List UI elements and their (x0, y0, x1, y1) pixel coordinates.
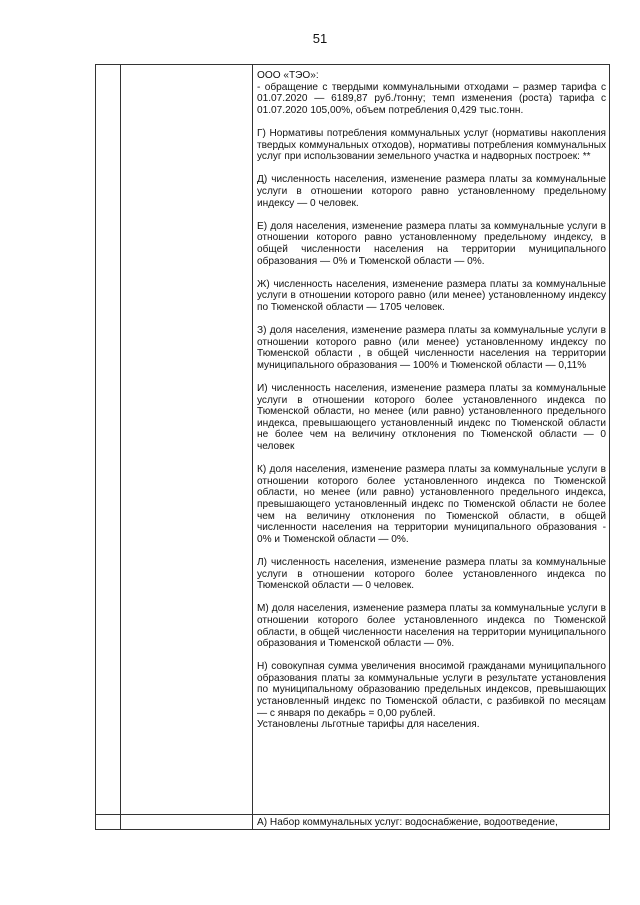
tko-tariff-paragraph: - обращение с твердыми коммунальными отходами – размер тарифа с 01.07.2020 — 6189,87 руб./тонну; темп изменения (роста) тарифа с 01.07.2020 105,00%, объем потребления 0,429 тыс.тонн. (257, 81, 606, 116)
benefit-tariffs-note: Установлены льготные тарифы для населения. (257, 719, 480, 731)
page-number: 51 (312, 31, 328, 46)
paragraph-l: Л) численность населения, изменение размера платы за коммунальные услуги в отношении которого более установленного индекса по Тюменской области — 0 человек. (257, 556, 606, 592)
table-row-divider (95, 814, 610, 815)
table-column-divider-2 (252, 64, 253, 830)
table-right-border (609, 64, 610, 830)
paragraph-e: Е) доля населения, изменение размера платы за коммунальные услуги в отношении которого равно установленному предельному индексу, в общей численности населения на территории муниципального образования — 0% и Тюменской области — 0%. (257, 220, 606, 267)
next-row-text: А) Набор коммунальных услуг: водоснабжение, водоотведение, (257, 817, 558, 828)
table-top-border (95, 64, 610, 65)
paragraph-n: Н) совокупная сумма увеличения вносимой гражданами муниципального образования платы за коммунальные услуги в результате установления по муниципальному образованию предельных индексов, превышающих установленный индекс по Тюменской области, с разбивкой по месяцам — с января по декабрь = 0,00 рублей. (257, 661, 606, 719)
paragraph-d: Д) численность населения, изменение размера платы за коммунальные услуги в отношении которого равно установленному предельному индексу — 0 человек. (257, 174, 606, 209)
tariff-info-cell (257, 70, 606, 731)
paragraph-k: К) доля населения, изменение размера платы за коммунальные услуги в отношении которого более установленного индекса по Тюменской области, но менее (или равно) установленного предельного индекса, превышающего установленный индекс по Тюменской области не более чем на величину отклонения по Тюменской области, в общей численности населения на территории муниципального образования - 0% и Тюменской области — 0%. (257, 464, 606, 545)
table-left-border (95, 64, 96, 830)
org-name: ООО «ТЭО»: (257, 70, 319, 81)
paragraph-zh: Ж) численность населения, изменение размера платы за коммунальные услуги в отношении которого равно (или менее) установленному индексу по Тюменской области — 1705 человек. (257, 278, 606, 313)
paragraph-z: З) доля населения, изменение размера платы за коммунальные услуги в отношении которого равно (или менее) установленному индексу по Тюменской области , в общей численности населения на территории муниципального образования — 100% и Тюменской области — 0,11% (257, 325, 606, 371)
paragraph-m: М) доля населения, изменение размера платы за коммунальные услуги в отношении которого более установленного индекса по Тюменской области, в общей численности населения на территории муниципального образования и Тюменской области — 0%. (257, 603, 606, 650)
table-row-divider-bottom (95, 829, 610, 830)
paragraph-i: И) численность населения, изменение размера платы за коммунальные услуги в отношении которого более установленного индекса по Тюменской области, но менее (или равно) установленного предельного индекса, превышающего установленный индекс по Тюменской области не более чем на величину отклонения по Тюменской области — 0 человек (257, 383, 606, 452)
table-column-divider-1 (120, 64, 121, 830)
paragraph-g: Г) Нормативы потребления коммунальных услуг (нормативы накопления твердых коммунальных отходов), нормативы потребления коммунальных услуг при использовании земельного участка и надворных построек: ** (257, 127, 606, 163)
